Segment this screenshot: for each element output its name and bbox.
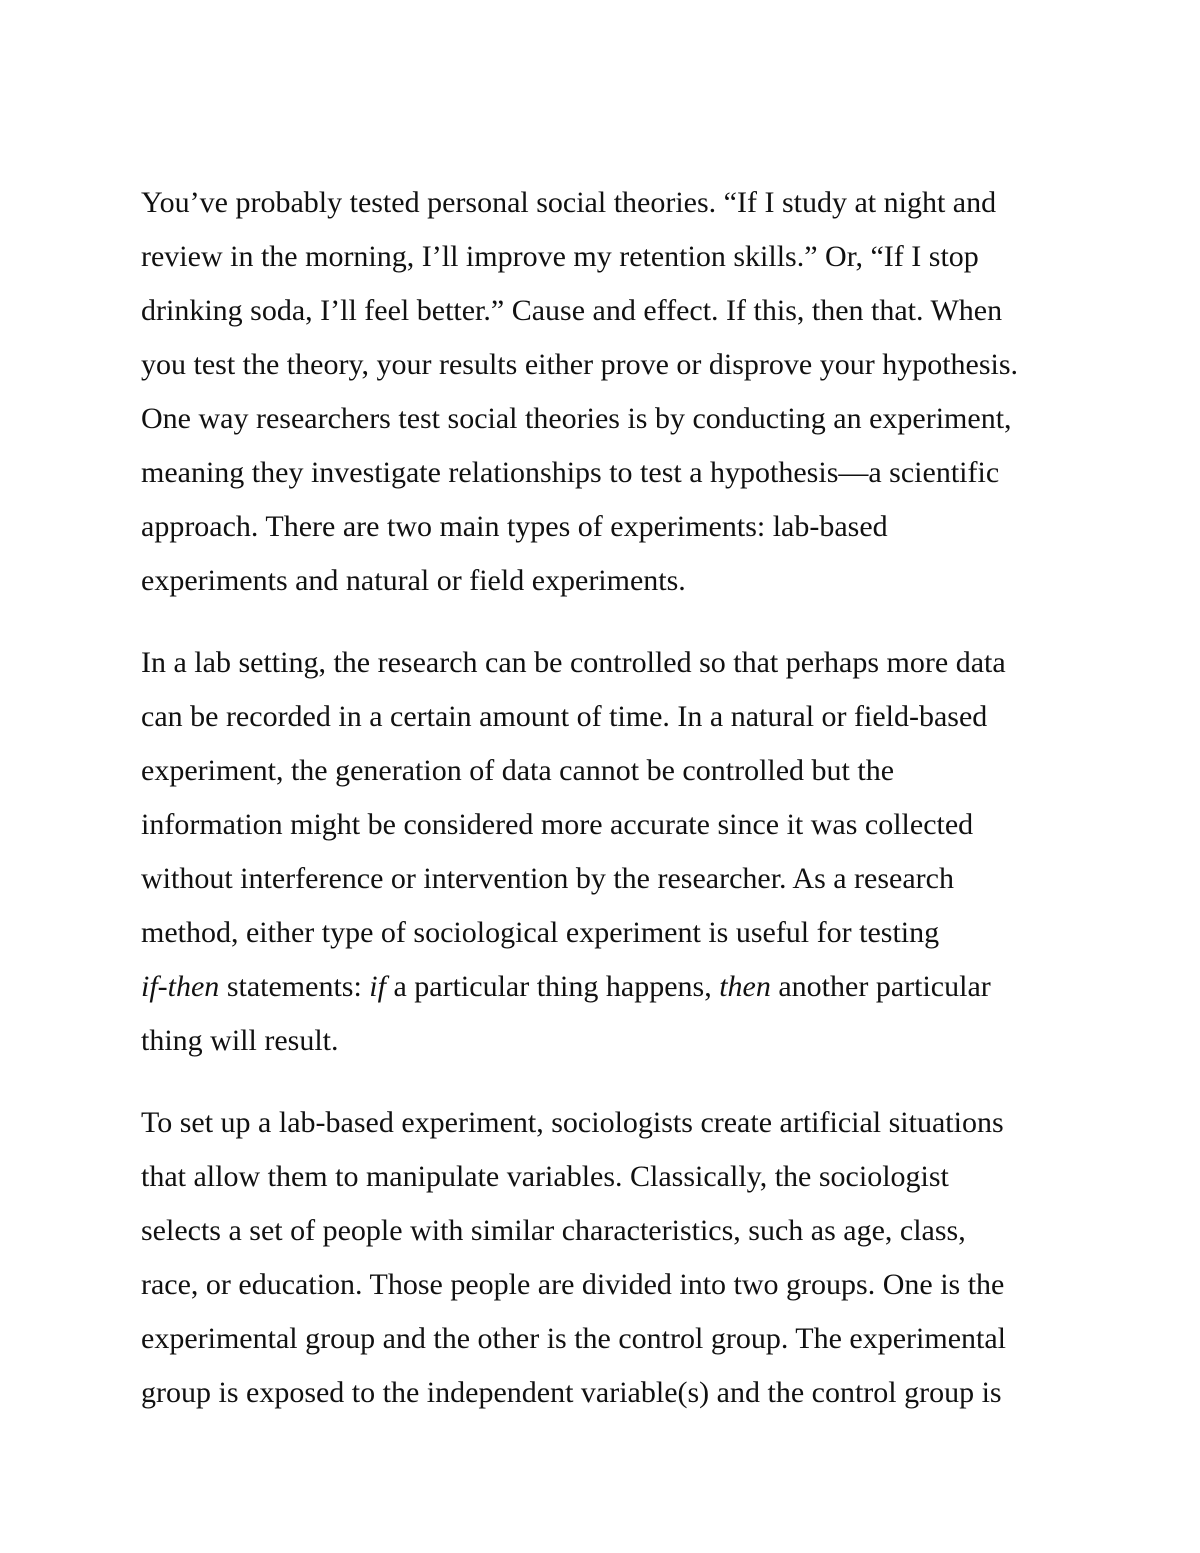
paragraph-spacer [141,1068,1101,1096]
text-line: experimental group and the other is the control group. The experimental [141,1322,1007,1355]
paragraph-2 [141,636,1101,1068]
italic-term-if: if [369,970,386,1003]
text-line: without interference or intervention by the researcher. As a research [141,862,954,895]
italic-term-then: then [719,970,771,1003]
body-text [141,176,1101,1420]
text-line: you test the theory, your results either prove or disprove your hypothesis. [141,348,1019,381]
text-line: experiments and natural or field experiments. [141,564,686,597]
text-line: information might be considered more accurate since it was collected [141,808,974,841]
text-line: race, or education. Those people are divided into two groups. One is the [141,1268,1005,1301]
text-line: approach. There are two main types of experiments: lab-based [141,510,888,543]
paragraph-spacer [141,608,1101,636]
text-line: thing will result. [141,1024,339,1057]
paragraph-1 [141,176,1101,608]
text-line: drinking soda, I’ll feel better.” Cause and effect. If this, then that. When [141,294,1003,327]
text-line: selects a set of people with similar characteristics, such as age, class, [141,1214,966,1247]
paragraph-3 [141,1096,1101,1420]
text-line: To set up a lab-based experiment, sociologists create artificial situations [141,1106,1004,1139]
text-line: can be recorded in a certain amount of time. In a natural or field-based [141,700,988,733]
text-run: a particular thing happens, [385,970,720,1003]
text-line: meaning they investigate relationships to test a hypothesis—a scientific [141,456,1000,489]
text-line: that allow them to manipulate variables. Classically, the sociologist [141,1160,949,1193]
text-line: review in the morning, I’ll improve my retention skills.” Or, “If I stop [141,240,979,273]
text-line-mixed-italic [141,960,1101,1014]
text-run: another particular [770,970,991,1003]
italic-term-if-then: if-then [141,970,220,1003]
text-line: experiment, the generation of data cannot be controlled but the [141,754,895,787]
text-line: You’ve probably tested personal social theories. “If I study at night and [141,186,997,219]
text-line: In a lab setting, the research can be controlled so that perhaps more data [141,646,1006,679]
text-line: method, either type of sociological experiment is useful for testing [141,916,940,949]
text-run: statements: [219,970,370,1003]
text-line: One way researchers test social theories is by conducting an experiment, [141,402,1012,435]
text-line: group is exposed to the independent variable(s) and the control group is [141,1376,1002,1409]
